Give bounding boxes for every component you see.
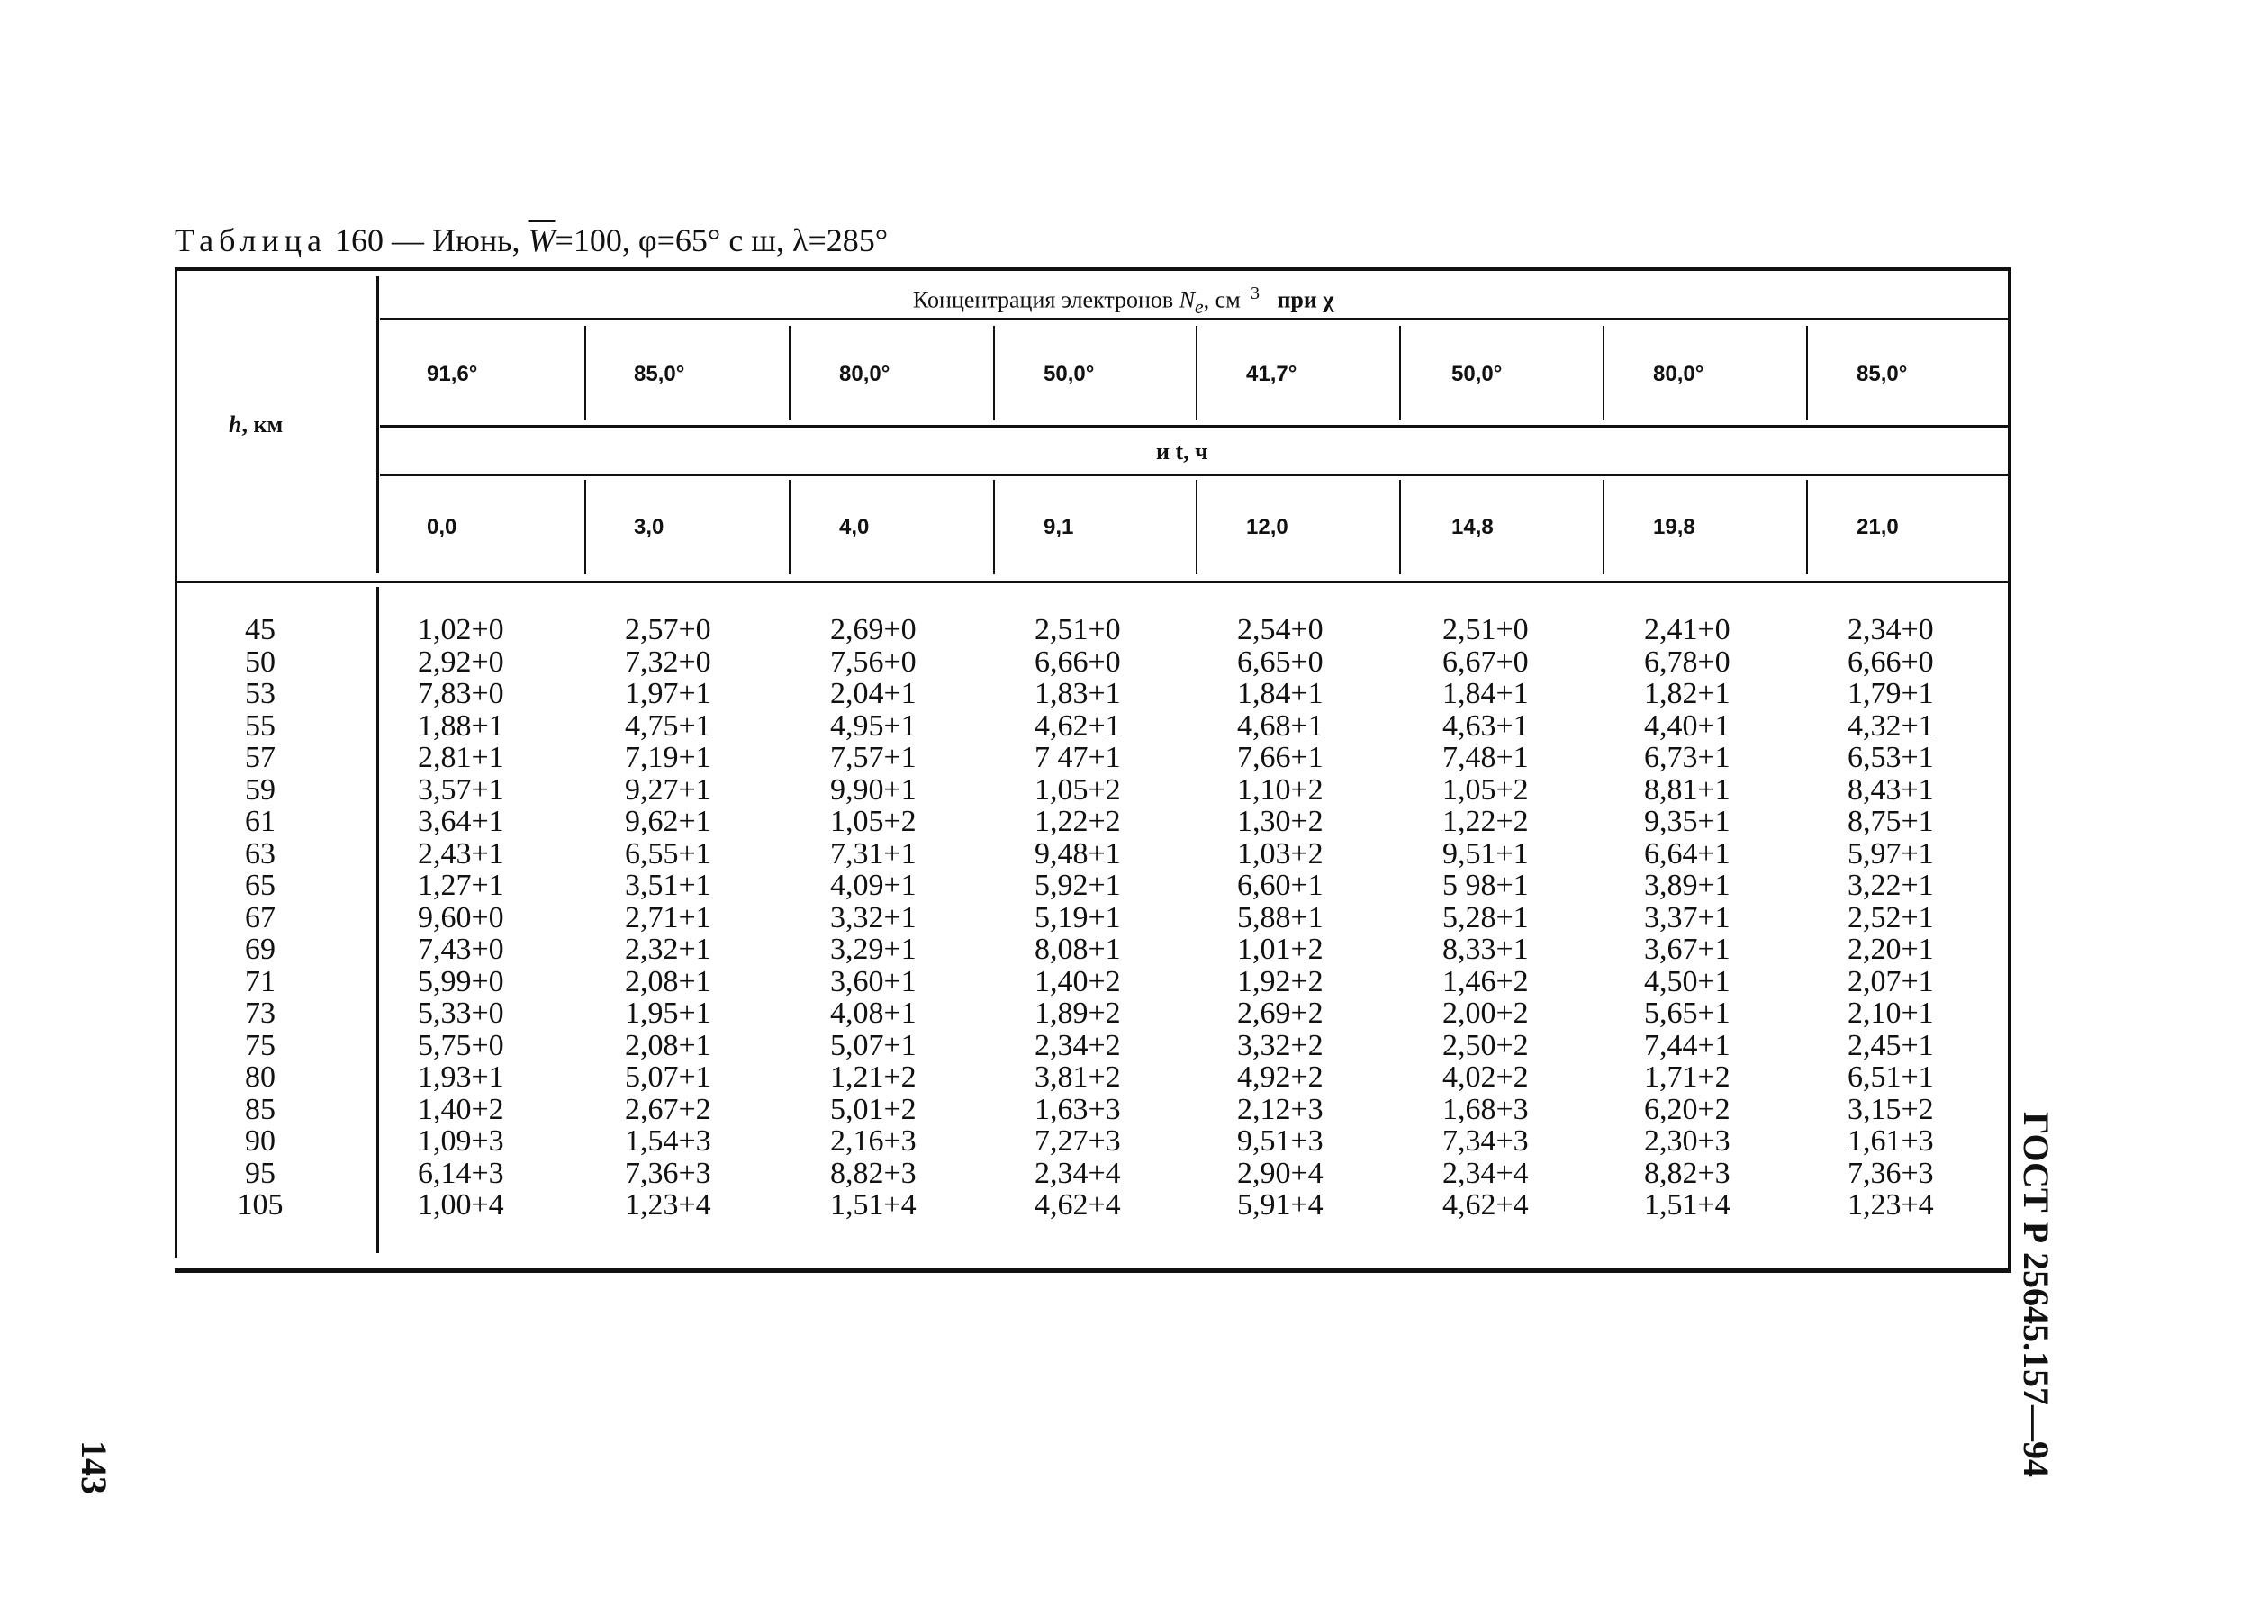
unit-exponent: −3 <box>1240 284 1260 303</box>
height-cell: 57 <box>245 741 276 774</box>
height-cell: 59 <box>245 772 276 807</box>
height-cell: 50 <box>245 645 276 679</box>
value-cell: 1,83+1 <box>1035 677 1121 710</box>
value-cell: 2,34+2 <box>1035 1028 1121 1062</box>
chi-value: 50,0° <box>1044 362 1095 386</box>
table-row <box>175 934 2011 966</box>
caption-rest: =100, φ=65° с ш, λ=285° <box>555 222 889 258</box>
h-unit: , км <box>241 411 284 438</box>
value-cell: 1,21+2 <box>830 1060 917 1094</box>
value-cell: 2,67+2 <box>625 1092 711 1126</box>
height-cell: 105 <box>237 1188 284 1222</box>
value-cell: 5,88+1 <box>1237 900 1324 934</box>
height-cell: 85 <box>245 1092 276 1126</box>
ne-symbol: N <box>1179 286 1196 313</box>
height-cell: 73 <box>245 997 276 1030</box>
value-cell: 1,93+1 <box>418 1060 504 1094</box>
value-cell: 1,82+1 <box>1644 677 1730 710</box>
value-cell: 2,41+0 <box>1644 613 1730 646</box>
value-cell: 4,62+4 <box>1035 1188 1121 1222</box>
value-cell: 1,63+3 <box>1035 1092 1121 1126</box>
value-cell: 2,07+1 <box>1848 964 1934 998</box>
t-divider <box>1603 480 1604 574</box>
t-value: 14,8 <box>1451 515 1494 539</box>
value-cell: 1,51+4 <box>830 1188 917 1222</box>
value-cell: 1,09+3 <box>418 1124 504 1158</box>
value-cell: 1,23+4 <box>625 1188 711 1222</box>
page-number: 143 <box>74 1440 114 1494</box>
value-cell: 4,50+1 <box>1644 964 1730 998</box>
value-cell: 2,08+1 <box>625 964 711 998</box>
value-cell: 6,73+1 <box>1644 741 1730 774</box>
value-cell: 1,97+1 <box>625 677 711 710</box>
value-cell: 5,28+1 <box>1442 900 1529 934</box>
t-divider <box>993 480 995 574</box>
value-cell: 3,89+1 <box>1644 869 1730 902</box>
value-cell: 1,05+2 <box>1035 772 1121 807</box>
height-cell: 45 <box>245 613 276 646</box>
value-cell: 2,54+0 <box>1237 613 1324 646</box>
t-value: 3,0 <box>634 515 664 539</box>
value-cell: 3,51+1 <box>625 869 711 902</box>
value-cell: 2,00+2 <box>1442 997 1529 1030</box>
value-cell: 1,79+1 <box>1848 677 1934 710</box>
value-cell: 5 98+1 <box>1442 869 1529 902</box>
value-cell: 2,57+0 <box>625 613 711 646</box>
h-symbol: h <box>229 411 242 438</box>
chi-value: 85,0° <box>634 362 685 386</box>
value-cell: 9,60+0 <box>418 900 504 934</box>
t-value: 21,0 <box>1857 515 1899 539</box>
chi-divider <box>993 326 995 420</box>
table-row <box>175 966 2011 998</box>
table-caption <box>175 221 888 259</box>
value-cell: 2,51+0 <box>1035 613 1121 646</box>
chi-divider <box>1806 326 1808 420</box>
value-cell: 6,20+2 <box>1644 1092 1730 1126</box>
t-value: 19,8 <box>1653 515 1695 539</box>
header-line-3 <box>380 474 2008 476</box>
value-cell: 8,75+1 <box>1848 805 1934 838</box>
value-cell: 3,67+1 <box>1644 933 1730 966</box>
value-cell: 3,29+1 <box>830 933 917 966</box>
value-cell: 4,92+2 <box>1237 1060 1324 1094</box>
value-cell: 7,83+0 <box>418 677 504 710</box>
table-row <box>175 614 2011 646</box>
t-value: 12,0 <box>1246 515 1288 539</box>
value-cell: 2,10+1 <box>1848 997 1934 1030</box>
chi-value: 80,0° <box>1653 362 1704 386</box>
height-cell: 90 <box>245 1124 276 1158</box>
height-cell: 61 <box>245 805 276 838</box>
value-cell: 4,95+1 <box>830 708 917 743</box>
concentration-header <box>913 284 1333 319</box>
table-row <box>175 902 2011 934</box>
value-cell: 1,71+2 <box>1644 1060 1730 1094</box>
value-cell: 1,01+2 <box>1237 933 1324 966</box>
height-cell: 63 <box>245 836 276 871</box>
table-row <box>175 1125 2011 1158</box>
t-divider <box>1806 480 1808 574</box>
caption-w-symbol: $\overline{W}$ <box>528 222 556 258</box>
value-cell: 2,30+3 <box>1644 1124 1730 1158</box>
value-cell: 8,81+1 <box>1644 772 1730 807</box>
value-cell: 6,64+1 <box>1644 836 1730 871</box>
value-cell: 5,97+1 <box>1848 836 1934 871</box>
value-cell: 1,84+1 <box>1237 677 1324 710</box>
value-cell: 8,08+1 <box>1035 933 1121 966</box>
value-cell: 5,65+1 <box>1644 997 1730 1030</box>
t-divider <box>584 480 586 574</box>
h-column-border <box>376 276 379 573</box>
height-cell: 53 <box>245 677 276 710</box>
height-cell: 75 <box>245 1028 276 1062</box>
value-cell: 7,19+1 <box>625 741 711 774</box>
value-cell: 5,01+2 <box>830 1092 917 1126</box>
unit-label: , см <box>1203 286 1241 313</box>
value-cell: 9,51+1 <box>1442 836 1529 871</box>
value-cell: 8,82+3 <box>1644 1156 1730 1190</box>
table-row <box>175 710 2011 743</box>
value-cell: 5,33+0 <box>418 997 504 1030</box>
value-cell: 9,90+1 <box>830 772 917 807</box>
table-row <box>175 678 2011 710</box>
value-cell: 2,04+1 <box>830 677 917 710</box>
height-cell: 67 <box>245 900 276 934</box>
chi-divider <box>1196 326 1197 420</box>
value-cell: 3,64+1 <box>418 805 504 838</box>
value-cell: 9,35+1 <box>1644 805 1730 838</box>
table-row <box>175 1094 2011 1126</box>
at-chi-label: при χ <box>1277 286 1334 313</box>
value-cell: 1,05+2 <box>1442 772 1529 807</box>
value-cell: 1,10+2 <box>1237 772 1324 807</box>
header-separator <box>175 581 2011 583</box>
value-cell: 1,46+2 <box>1442 964 1529 998</box>
value-cell: 7,66+1 <box>1237 741 1324 774</box>
table-row <box>175 1030 2011 1062</box>
value-cell: 5,99+0 <box>418 964 504 998</box>
value-cell: 7,32+0 <box>625 645 711 679</box>
value-cell: 1,84+1 <box>1442 677 1529 710</box>
value-cell: 8,82+3 <box>830 1156 917 1190</box>
value-cell: 2,69+0 <box>830 613 917 646</box>
table-row <box>175 774 2011 807</box>
t-divider <box>1399 480 1401 574</box>
value-cell: 3,37+1 <box>1644 900 1730 934</box>
value-cell: 1,68+3 <box>1442 1092 1529 1126</box>
chi-divider <box>1399 326 1401 420</box>
value-cell: 7,44+1 <box>1644 1028 1730 1062</box>
value-cell: 5,07+1 <box>625 1060 711 1094</box>
table-row <box>175 806 2011 838</box>
value-cell: 3,32+2 <box>1237 1028 1324 1062</box>
height-cell: 71 <box>245 964 276 998</box>
value-cell: 4,02+2 <box>1442 1060 1529 1094</box>
t-value: 4,0 <box>839 515 870 539</box>
header-line-2 <box>380 425 2008 428</box>
value-cell: 6,67+0 <box>1442 645 1529 679</box>
caption-number: 160 — Июнь, <box>334 222 529 258</box>
value-cell: 3,57+1 <box>418 772 504 807</box>
value-cell: 4,40+1 <box>1644 708 1730 743</box>
value-cell: 5,07+1 <box>830 1028 917 1062</box>
value-cell: 1,40+2 <box>1035 964 1121 998</box>
chi-value: 85,0° <box>1857 362 1908 386</box>
table-row <box>175 646 2011 679</box>
data-table <box>175 267 2011 1274</box>
value-cell: 1,54+3 <box>625 1124 711 1158</box>
value-cell: 2,81+1 <box>418 741 504 774</box>
table-row <box>175 997 2011 1030</box>
value-cell: 9,48+1 <box>1035 836 1121 871</box>
table-bottom-border <box>175 1268 2011 1273</box>
height-cell: 65 <box>245 869 276 902</box>
gost-side-label: ГОСТ Р 25645.157—94 <box>2016 1112 2056 1478</box>
value-cell: 1,30+2 <box>1237 805 1324 838</box>
value-cell: 2,34+0 <box>1848 613 1934 646</box>
chi-divider <box>789 326 791 420</box>
value-cell: 4,68+1 <box>1237 708 1324 743</box>
value-cell: 1,00+4 <box>418 1188 504 1222</box>
value-cell: 2,32+1 <box>625 933 711 966</box>
value-cell: 1,88+1 <box>418 708 504 743</box>
value-cell: 3,60+1 <box>830 964 917 998</box>
value-cell: 3,32+1 <box>830 900 917 934</box>
t-value: 9,1 <box>1044 515 1074 539</box>
value-cell: 5,91+4 <box>1237 1188 1324 1222</box>
value-cell: 2,92+0 <box>418 645 504 679</box>
chi-value: 80,0° <box>839 362 890 386</box>
value-cell: 1,22+2 <box>1442 805 1529 838</box>
chi-divider <box>1603 326 1604 420</box>
height-cell: 95 <box>245 1156 276 1190</box>
value-cell: 4,75+1 <box>625 708 711 743</box>
value-cell: 7,36+3 <box>625 1156 711 1190</box>
table-row <box>175 870 2011 902</box>
value-cell: 7,56+0 <box>830 645 917 679</box>
value-cell: 2,20+1 <box>1848 933 1934 966</box>
value-cell: 1,95+1 <box>625 997 711 1030</box>
value-cell: 8,43+1 <box>1848 772 1934 807</box>
value-cell: 3,22+1 <box>1848 869 1934 902</box>
value-cell: 7,27+3 <box>1035 1124 1121 1158</box>
chi-value: 41,7° <box>1246 362 1297 386</box>
value-cell: 1,23+4 <box>1848 1188 1934 1222</box>
value-cell: 9,62+1 <box>625 805 711 838</box>
table-row <box>175 742 2011 774</box>
value-cell: 1,03+2 <box>1237 836 1324 871</box>
value-cell: 6,65+0 <box>1237 645 1324 679</box>
value-cell: 1,51+4 <box>1644 1188 1730 1222</box>
value-cell: 2,50+2 <box>1442 1028 1529 1062</box>
value-cell: 2,71+1 <box>625 900 711 934</box>
value-cell: 1,40+2 <box>418 1092 504 1126</box>
t-header: и t, ч <box>1156 438 1208 465</box>
chi-value: 91,6° <box>427 362 478 386</box>
value-cell: 4,09+1 <box>830 869 917 902</box>
value-cell: 5,75+0 <box>418 1028 504 1062</box>
value-cell: 4,62+4 <box>1442 1188 1529 1222</box>
table-top-border <box>175 267 2011 271</box>
value-cell: 5,92+1 <box>1035 869 1121 902</box>
height-cell: 55 <box>245 708 276 743</box>
value-cell: 7,48+1 <box>1442 741 1529 774</box>
value-cell: 1,27+1 <box>418 869 504 902</box>
value-cell: 1,92+2 <box>1237 964 1324 998</box>
value-cell: 2,08+1 <box>625 1028 711 1062</box>
chi-divider <box>584 326 586 420</box>
value-cell: 1,02+0 <box>418 613 504 646</box>
value-cell: 6,60+1 <box>1237 869 1324 902</box>
t-value: 0,0 <box>427 515 457 539</box>
value-cell: 6,14+3 <box>418 1156 504 1190</box>
value-cell: 7,31+1 <box>830 836 917 871</box>
value-cell: 3,81+2 <box>1035 1060 1121 1094</box>
value-cell: 6,55+1 <box>625 836 711 871</box>
table-row <box>175 1061 2011 1094</box>
table-row <box>175 838 2011 871</box>
caption-prefix: Таблица <box>175 222 327 258</box>
value-cell: 2,34+4 <box>1035 1156 1121 1190</box>
value-cell: 2,43+1 <box>418 836 504 871</box>
value-cell: 2,12+3 <box>1237 1092 1324 1126</box>
value-cell: 6,66+0 <box>1848 645 1934 679</box>
value-cell: 7,34+3 <box>1442 1124 1529 1158</box>
t-divider <box>1196 480 1197 574</box>
value-cell: 2,16+3 <box>830 1124 917 1158</box>
value-cell: 1,05+2 <box>830 805 917 838</box>
concentration-label: Концентрация электронов <box>913 286 1174 313</box>
value-cell: 7 47+1 <box>1035 741 1121 774</box>
value-cell: 6,66+0 <box>1035 645 1121 679</box>
value-cell: 6,51+1 <box>1848 1060 1934 1094</box>
value-cell: 7,43+0 <box>418 933 504 966</box>
value-cell: 6,78+0 <box>1644 645 1730 679</box>
h-column-header <box>229 411 283 438</box>
table-row <box>175 1158 2011 1190</box>
value-cell: 7,36+3 <box>1848 1156 1934 1190</box>
value-cell: 4,08+1 <box>830 997 917 1030</box>
value-cell: 1,89+2 <box>1035 997 1121 1030</box>
value-cell: 4,32+1 <box>1848 708 1934 743</box>
value-cell: 9,51+3 <box>1237 1124 1324 1158</box>
value-cell: 4,63+1 <box>1442 708 1529 743</box>
value-cell: 2,51+0 <box>1442 613 1529 646</box>
value-cell: 2,52+1 <box>1848 900 1934 934</box>
value-cell: 2,45+1 <box>1848 1028 1934 1062</box>
value-cell: 2,69+2 <box>1237 997 1324 1030</box>
ne-subscript: e <box>1195 295 1204 318</box>
table-row <box>175 1189 2011 1222</box>
value-cell: 5,19+1 <box>1035 900 1121 934</box>
value-cell: 1,61+3 <box>1848 1124 1934 1158</box>
value-cell: 6,53+1 <box>1848 741 1934 774</box>
height-cell: 80 <box>245 1060 276 1094</box>
value-cell: 1,22+2 <box>1035 805 1121 838</box>
t-divider <box>789 480 791 574</box>
value-cell: 2,90+4 <box>1237 1156 1324 1190</box>
value-cell: 4,62+1 <box>1035 708 1121 743</box>
chi-value: 50,0° <box>1451 362 1503 386</box>
value-cell: 7,57+1 <box>830 741 917 774</box>
value-cell: 3,15+2 <box>1848 1092 1934 1126</box>
value-cell: 9,27+1 <box>625 772 711 807</box>
height-cell: 69 <box>245 933 276 966</box>
value-cell: 8,33+1 <box>1442 933 1529 966</box>
value-cell: 2,34+4 <box>1442 1156 1529 1190</box>
